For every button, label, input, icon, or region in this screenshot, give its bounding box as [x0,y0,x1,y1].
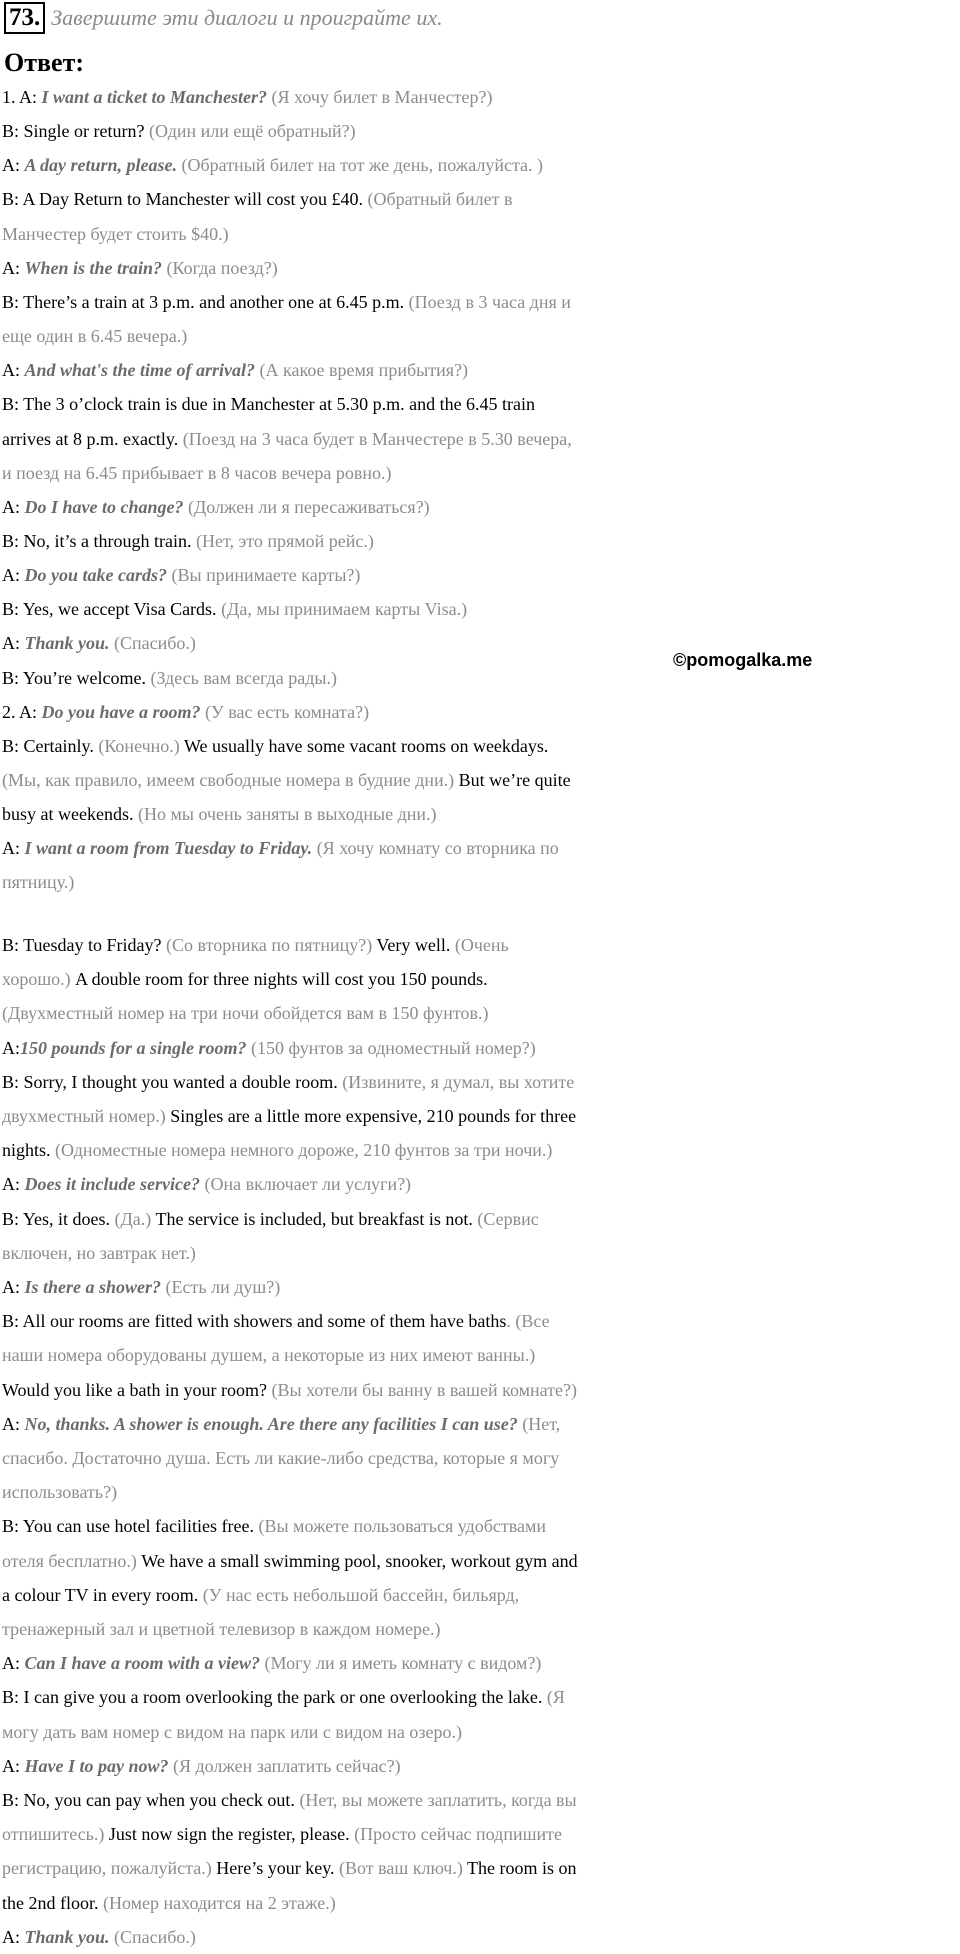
dialog-line [2,456,960,490]
dialog-text-segment: B: The 3 o’clock train is due in Manchester at 5.30 p.m. and the 6.45 train [2,394,536,415]
answer-phrase: Thank you. [24,1926,110,1947]
dialog-line [2,1202,960,1236]
dialog-text-segment: B: Certainly. [2,735,94,756]
dialog-line [2,1509,960,1543]
dialog-line [2,285,960,319]
dialog-line [2,1783,960,1817]
dialog-line [2,1817,960,1851]
dialog-text-segment: We usually have some vacant rooms on weekdays. [179,735,549,756]
dialog-text-segment: A: [2,155,25,176]
translation-text: (Она включает ли услуги?) [199,1174,412,1195]
dialog-text-segment: B: Yes, it does. [2,1208,111,1229]
translation-text: еще один в 6.45 вечера.) [2,326,188,347]
dialog-line [2,1680,960,1714]
translation-text: двухместный номер.) [2,1106,166,1126]
answer-phrase: I want a ticket to Manchester? [41,87,268,107]
dialog-line [2,353,960,387]
dialog-text-segment: A: [2,257,25,278]
translation-text: (Со вторника по пятницу?) [161,935,373,955]
dialog-line [2,1544,960,1578]
dialog-line [2,1270,960,1304]
dialog-line [2,962,960,996]
answer-phrase: Is there a shower? [24,1277,162,1297]
dialog-text-segment: The room is on [462,1858,577,1879]
answer-phrase: Do I have to change? [24,496,184,517]
dialog-text-segment: A: [2,633,25,654]
dialog-line [2,729,960,763]
answer-phrase: 150 pounds for a single room? [20,1037,247,1058]
answer-phrase: When is the train? [24,257,163,278]
dialog-line [2,1715,960,1749]
translation-text: (Нет, это прямой рейс.) [191,530,374,551]
dialog-text-segment: B: All our rooms are fitted with showers and some of them have baths [2,1311,507,1332]
dialog-text-segment: B: Yes, we accept Visa Cards. [2,599,217,620]
dialog-line [2,763,960,797]
dialog-text-segment: A: [2,838,25,859]
dialog-line [2,1407,960,1441]
exercise-task: Завершите эти диалоги и проиграйте их. [51,5,443,30]
dialog-text-segment: B: A Day Return to Manchester will cost you £40. [2,189,363,210]
dialog-text-segment: B: No, you can pay when you check out. [2,1790,295,1810]
dialog-line [2,148,960,182]
dialog-text-segment: A double room for three nights will cost you 150 pounds. [70,969,488,990]
translation-text: Манчестер будет стоить $40.) [2,223,229,244]
translation-text: (Я хочу билет в Манчестер?) [267,87,493,107]
dialog-text-segment: The service is included, but breakfast is not. [151,1208,473,1229]
dialog-text-segment: B: You’re welcome. [2,667,146,688]
dialog-line [2,1167,960,1201]
dialog-line [2,1441,960,1475]
dialog-text-segment: B: There’s a train at 3 p.m. and another one at 6.45 p.m. [2,291,405,312]
dialog-text-segment: B: Tuesday to Friday? [2,935,162,955]
watermark: ©pomogalka.me [673,650,813,670]
translation-text: (Я хочу комнату со вторника по [312,838,559,859]
answer-phrase: Do you have a room? [41,701,201,722]
translation-text: отпишитесь.) [2,1824,105,1845]
dialog-line [2,114,960,148]
dialog-line [2,1612,960,1646]
dialog-text-segment: B: I can give you a room overlooking the park or one overlooking the lake. [2,1687,543,1708]
dialog-line [2,182,960,216]
translation-text: (Номер находится на 2 этаже.) [98,1892,336,1913]
dialog-line [2,592,960,626]
dialog-line [2,1475,960,1509]
translation-text: (У вас есть комната?) [200,701,370,722]
dialog-line [2,1065,960,1099]
dialog-text-segment: A: [2,1755,25,1776]
answer-phrase: Can I have a room with a view? [24,1653,261,1674]
answer-phrase: Do you take cards? [24,565,167,586]
dialog-text-segment: Just now sign the register, please. [104,1824,350,1845]
dialog-text-segment: A: [2,1174,25,1195]
dialog-line [2,928,960,962]
translation-text: (Нет, вы можете заплатить, когда вы [294,1790,577,1810]
dialog-line [2,558,960,592]
translation-text: . (Все [506,1311,550,1332]
dialog-text-segment: B: Sorry, I thought you wanted a double room. [2,1071,338,1092]
dialog-line [2,1373,960,1407]
translation-text: отеля бесплатно.) [2,1550,137,1571]
dialog-text-segment: the 2nd floor. [2,1892,99,1913]
answer-phrase: I want a room from Tuesday to Friday. [24,838,313,859]
dialog-line [2,217,960,251]
dialog-line [2,1099,960,1133]
translation-text: (Обратный билет на тот же день, пожалуйста. ) [177,155,544,176]
dialog-line [2,626,960,660]
translation-text: и поезд на 6.45 прибывает в 8 часов вечера ровно.) [2,462,392,483]
answer-phrase: Thank you. [24,633,110,654]
dialog-line [2,695,960,729]
translation-text: (Я [542,1687,565,1708]
dialog-text-segment: A: [2,565,25,586]
dialog-line [2,524,960,558]
translation-text: (Вы принимаете карты?) [167,565,361,586]
translation-text: (Но мы очень заняты в выходные дни.) [133,804,437,825]
dialog-line [2,422,960,456]
dialog-line [2,490,960,524]
translation-text: регистрацию, пожалуйста.) [2,1858,212,1879]
dialog-text-segment: Here’s your key. [211,1858,335,1879]
dialog-text-segment: Very well. [372,935,451,955]
dialog-text-segment: B: No, it’s a through train. [2,530,192,551]
answer-phrase: And what's the time of arrival? [24,360,256,381]
dialog-text-segment: A: [2,1413,25,1434]
dialog-line [2,831,960,865]
translation-text: хорошо.) [2,969,71,990]
exercise-number: 73. [4,2,45,34]
translation-text: (Просто сейчас подпишите [349,1824,562,1845]
translation-text: (Одноместные номера немного дороже, 210 фунтов за три ночи.) [50,1140,553,1161]
dialog-line [2,661,960,695]
dialog-line [2,1236,960,1270]
dialog-text-segment: A: [2,360,25,381]
dialog-line [2,1749,960,1783]
dialog-text-segment: Singles are a little more expensive, 210 pounds for three [165,1106,577,1126]
answer-phrase: Does it include service? [24,1174,200,1195]
dialog-text-segment: B: You can use hotel facilities free. [2,1516,254,1537]
translation-text: (Обратный билет в [362,189,513,210]
dialog-line [2,387,960,421]
dialog-text-segment: B: Single or return? [2,121,145,142]
dialog-text-segment: A: [2,1926,25,1947]
dialog-line [2,1338,960,1372]
dialog-text-segment: nights. [2,1140,51,1161]
dialog-line [2,1886,960,1920]
translation-text: (Поезд в 3 часа дня и [404,291,571,312]
dialog-text-segment: busy at weekends. [2,804,134,825]
dialog-text-segment: arrives at 8 p.m. exactly. [2,428,179,449]
dialog-text-segment: A: [2,1653,25,1674]
translation-text: (А какое время прибытия?) [255,360,468,381]
answer-phrase: Have I to pay now? [24,1755,169,1776]
translation-text: (Есть ли душ?) [161,1277,281,1297]
translation-text: тренажерный зал и цветной телевизор в каждом номере.) [2,1619,441,1639]
dialog-line [2,80,960,114]
translation-text: (Вот ваш ключ.) [334,1858,463,1879]
dialog-text-segment: 2. A: [2,701,42,722]
translation-text: (Вы можете пользоваться удобствами [253,1516,547,1537]
translation-text: (Спасибо.) [109,633,196,654]
dialog-line [2,1920,960,1954]
translation-text: (Поезд на 3 часа будет в Манчестере в 5.30 вечера, [178,428,572,449]
dialog-text-segment: A: [2,496,25,517]
dialog-line [2,1578,960,1612]
dialog-text-segment: A: [2,1277,25,1297]
translation-text: использовать?) [2,1482,118,1503]
dialog-line [2,865,960,899]
dialog-text-segment: But we’re quite [454,770,571,790]
answer-label: Ответ: [4,48,85,77]
dialog-line [2,1851,960,1885]
translation-text: (Конечно.) [93,735,180,756]
dialog-line [2,251,960,285]
translation-text: включен, но завтрак нет.) [2,1242,196,1263]
translation-text: (150 фунтов за одноместный номер?) [246,1037,536,1058]
answer-phrase: No, thanks. A shower is enough. Are there any facilities I can use? [24,1413,518,1434]
translation-text: спасибо. Достаточно душа. Есть ли какие-либо средства, которые я могу [2,1448,560,1468]
translation-text: (Могу ли я иметь комнату с видом?) [260,1653,542,1674]
dialog-line [2,319,960,353]
translation-text: (Да.) [110,1208,152,1229]
translation-text: (Сервис [472,1208,539,1229]
answer-phrase: A day return, please. [24,155,178,176]
translation-text: наши номера оборудованы душем, а некоторые из них имеют ванны.) [2,1345,536,1366]
dialog-text-segment: Would you like a bath in your room? [2,1379,267,1400]
translation-text: (Здесь вам всегда рады.) [145,667,337,688]
translation-text: (Двухместный номер на три ночи обойдется вам в 150 фунтов.) [2,1003,489,1024]
translation-text: (Я должен заплатить сейчас?) [168,1755,401,1776]
translation-text: могу дать вам номер с видом на парк или с видом на озеро.) [2,1721,462,1742]
dialog-line [2,797,960,831]
dialog-text-segment: We have a small swimming pool, snooker, workout gym and [136,1550,578,1571]
translation-text: (Спасибо.) [109,1926,196,1947]
translation-text: (Вы хотели бы ванну в вашей комнате?) [267,1379,578,1400]
translation-text: (Мы, как правило, имеем свободные номера в будние дни.) [2,770,455,790]
exercise-header [4,2,443,38]
dialog-line [2,1133,960,1167]
translation-text: (Когда поезд?) [162,257,278,278]
translation-text: (Нет, [517,1413,561,1434]
translation-text: (Извините, я думал, вы хотите [337,1071,575,1092]
dialog-line [2,1031,960,1065]
dialog-line [2,1646,960,1680]
translation-text: (Очень [450,935,509,955]
dialog-text-segment: A: [2,1037,20,1058]
translation-text: (Должен ли я пересаживаться?) [183,496,430,517]
translation-text: (Да, мы принимаем карты Visa.) [216,599,468,620]
dialog-text-segment: a colour TV in every room. [2,1584,199,1605]
dialog-line [2,996,960,1030]
dialog-text-segment: 1. A: [2,87,42,107]
translation-text: (Один или ещё обратный?) [144,121,356,142]
translation-text: пятницу.) [2,872,75,893]
dialog-line [2,1304,960,1338]
translation-text: (У нас есть небольшой бассейн, бильярд, [198,1584,520,1605]
